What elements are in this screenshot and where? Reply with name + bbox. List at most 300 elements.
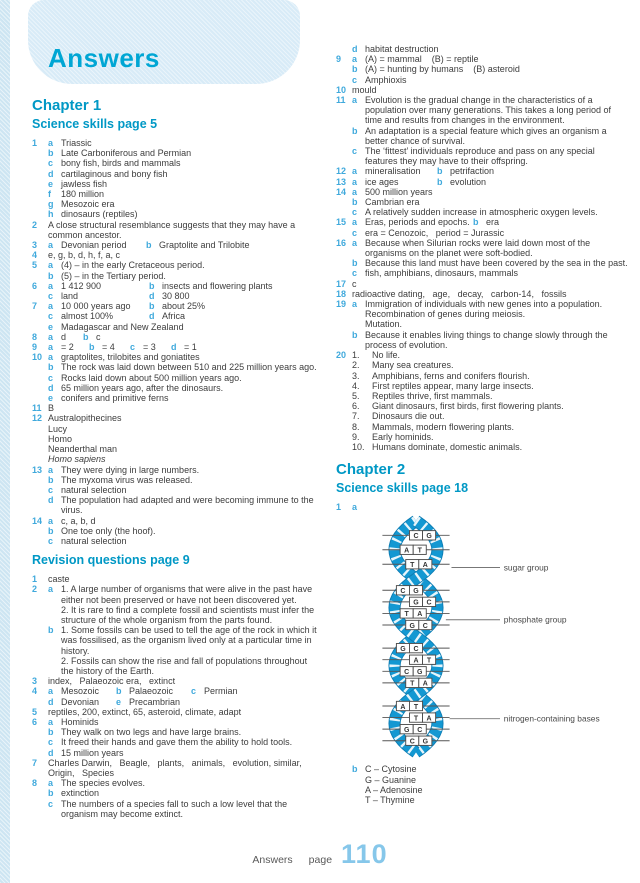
answer-text: No life. xyxy=(372,350,401,361)
answer-letter: d xyxy=(171,342,177,353)
answer-text: A close structural resemblance suggests that they may have a common ancestor. xyxy=(48,219,298,240)
answer-text: Permian xyxy=(204,686,238,697)
dna-helix-diagram xyxy=(360,515,640,760)
answer-letter: a xyxy=(48,464,54,475)
answer-text: ice ages xyxy=(365,176,399,187)
question-number: 16 xyxy=(336,237,347,248)
answer-text: e, g, b, d, h, f, a, c xyxy=(48,250,121,261)
answer-text: index, Palaeozoic era, extinct xyxy=(48,676,176,687)
svg-text:G: G xyxy=(409,623,415,631)
answer-row xyxy=(32,189,321,199)
svg-text:T: T xyxy=(426,657,432,665)
answer-row xyxy=(32,362,321,372)
answer-row xyxy=(336,432,629,442)
question-number: 7 xyxy=(32,757,38,768)
answer-letter: b xyxy=(83,331,89,342)
answer-letter: b xyxy=(352,258,358,269)
answer-letter: e xyxy=(48,178,54,189)
answer-letter: a xyxy=(48,240,54,251)
answer-row xyxy=(32,536,321,546)
answer-row xyxy=(336,44,629,54)
answer-row xyxy=(32,516,321,526)
question-number: 14 xyxy=(32,515,43,526)
svg-text:C: C xyxy=(413,646,419,654)
answer-letter: d xyxy=(352,44,358,54)
answer-text: land xyxy=(61,291,79,302)
answer-text: Because this land must have been covered by the sea in the past. xyxy=(365,258,628,269)
answer-letter: e xyxy=(48,321,54,332)
answer-text: The ‘fittest’ individuals reproduce and pass on any special features they may have to their offspring. xyxy=(365,146,598,167)
answer-row xyxy=(32,686,321,696)
answer-row xyxy=(32,301,321,311)
answer-row xyxy=(32,199,321,209)
right-column xyxy=(336,44,629,805)
answer-row xyxy=(336,442,629,452)
answer-row xyxy=(336,177,629,187)
answer-text: Africa xyxy=(162,311,186,322)
answer-text: Devonian period xyxy=(61,240,127,251)
answer-row xyxy=(336,795,629,805)
answer-text: c xyxy=(352,278,357,289)
question-number: 11 xyxy=(32,403,42,414)
footer-page-number: 110 xyxy=(341,839,388,869)
answer-text: 65 million years ago, after the dinosaurs. xyxy=(61,382,224,393)
answer-row xyxy=(32,271,321,281)
question-number: 3 xyxy=(32,240,38,251)
answer-text: c, a, b, d xyxy=(61,515,96,526)
answer-letter: a xyxy=(48,352,54,363)
answer-text: = 2 xyxy=(61,342,74,353)
list-ordinal: 9. xyxy=(352,431,360,442)
answer-row xyxy=(32,605,321,625)
answer-text: reptiles, 200, extinct, 65, asteroid, climate, adapt xyxy=(48,706,242,717)
answer-row xyxy=(336,126,629,146)
left-column xyxy=(32,88,321,819)
answer-letter: g xyxy=(48,199,54,210)
question-number: 6 xyxy=(32,716,38,727)
question-number: 8 xyxy=(32,778,38,789)
answer-text: Triassic xyxy=(61,138,92,148)
question-number: 7 xyxy=(32,301,38,312)
answer-text: Evolution is the gradual change in the characteristics of a population over many generations. This takes a long period of time and results from changes in the environment. xyxy=(365,95,614,126)
answer-text: about 25% xyxy=(162,301,206,312)
answer-letter: a xyxy=(352,166,358,177)
answer-text: (5) – in the Tertiary period. xyxy=(61,270,166,281)
answer-text: Neanderthal man xyxy=(48,444,118,455)
answer-letter: f xyxy=(48,189,51,200)
answer-text: Immigration of individuals with new genes into a population. xyxy=(365,299,603,310)
svg-text:G: G xyxy=(417,669,423,677)
answer-row xyxy=(32,495,321,515)
section-heading: Science skills page 18 xyxy=(336,481,469,496)
answer-letter: c xyxy=(352,227,358,238)
answer-row xyxy=(32,737,321,747)
answer-row xyxy=(336,85,629,95)
question-number: 11 xyxy=(336,95,346,106)
answer-text: radioactive dating, age, decay, carbon-14, fossils xyxy=(352,288,567,299)
answer-letter: c xyxy=(352,268,358,279)
page-footer xyxy=(0,841,640,868)
answer-text: Hominids xyxy=(61,716,99,727)
answer-row xyxy=(32,281,321,291)
answer-letter: b xyxy=(437,176,443,187)
question-number: 17 xyxy=(336,278,347,289)
list-ordinal: 6. xyxy=(352,401,360,412)
answer-letter: b xyxy=(437,166,443,177)
svg-text:A: A xyxy=(400,704,406,712)
answer-letter: b xyxy=(149,280,155,291)
answer-text: dinosaurs (reptiles) xyxy=(61,209,138,220)
answer-text: The rock was laid down between 510 and 225 million years ago. xyxy=(61,362,317,373)
answer-text: First reptiles appear, many large insects. xyxy=(372,380,534,391)
svg-text:T: T xyxy=(404,611,409,619)
footer-answers-label: Answers xyxy=(252,854,293,866)
answer-text: caste xyxy=(48,574,70,585)
answer-text: conifers and primitive ferns xyxy=(61,393,169,404)
answer-text: natural selection xyxy=(61,535,127,546)
answer-letter: b xyxy=(146,240,152,251)
answer-text: mould xyxy=(352,84,377,95)
answer-row xyxy=(336,217,629,227)
svg-text:sugar group: sugar group xyxy=(503,562,549,573)
answer-text: almost 100% xyxy=(61,311,114,322)
answer-text: graptolites, trilobites and goniatites xyxy=(61,352,200,363)
answer-text: evolution xyxy=(450,176,487,187)
answer-letter: b xyxy=(48,474,54,485)
answer-letter: c xyxy=(352,207,358,218)
svg-text:A: A xyxy=(413,657,419,665)
answer-text: Lucy xyxy=(48,423,68,434)
answer-letter: d xyxy=(48,168,54,179)
answer-text: Mutation. xyxy=(365,319,403,330)
answer-row xyxy=(32,465,321,475)
question-number: 1 xyxy=(336,502,342,513)
answer-letter: c xyxy=(352,146,358,157)
answer-text: = 4 xyxy=(102,342,115,353)
svg-text:T: T xyxy=(417,547,422,555)
answer-text: 15 million years xyxy=(61,747,124,758)
answer-text: Amphioxis xyxy=(365,74,407,85)
answer-row xyxy=(32,526,321,536)
answer-row xyxy=(336,228,629,238)
list-ordinal: 1. xyxy=(352,350,360,361)
chapter-heading: Chapter 2 xyxy=(336,461,406,479)
answer-letter: d xyxy=(149,311,155,322)
answer-row xyxy=(336,54,629,64)
answer-text: Graptolite and Trilobite xyxy=(159,240,250,251)
svg-text:nitrogen-containing bases: nitrogen-containing bases xyxy=(503,713,600,724)
answer-letter: a xyxy=(48,331,54,342)
answer-letter: b xyxy=(116,686,122,697)
answer-text: 1. A large number of organisms that were alive in the past have either not been preserved or have not been discovered yet. xyxy=(61,584,315,605)
answer-row xyxy=(336,64,629,74)
answer-letter: b xyxy=(473,217,479,228)
answer-letter: c xyxy=(191,686,197,697)
answer-letter: b xyxy=(48,625,54,636)
answer-text: The species evolves. xyxy=(61,778,146,789)
answer-text: Precambrian xyxy=(129,696,181,707)
svg-text:C: C xyxy=(400,588,406,596)
answer-text: Giant dinosaurs, first birds, first flowering plants. xyxy=(372,401,564,412)
answer-text: Palaeozoic xyxy=(129,686,174,697)
diagram-label xyxy=(451,563,548,573)
answer-text: B xyxy=(48,403,55,414)
question-number: 5 xyxy=(32,260,38,271)
page-edge-strip xyxy=(0,0,10,883)
answer-text: 180 million xyxy=(61,189,105,200)
answer-row xyxy=(336,764,629,774)
svg-text:T: T xyxy=(410,562,415,570)
answer-row xyxy=(336,502,629,512)
section-heading: Revision questions page 9 xyxy=(32,553,190,568)
answer-row xyxy=(336,75,629,85)
answer-text: A relatively sudden increase in atmospheric oxygen levels. xyxy=(365,207,598,218)
question-number: 2 xyxy=(32,219,38,230)
answer-row xyxy=(336,197,629,207)
answer-text: They were dying in large numbers. xyxy=(61,464,200,475)
answer-text: G – Guanine xyxy=(365,774,417,785)
answer-text-italic: Homo sapiens xyxy=(48,454,106,465)
answer-letter: a xyxy=(48,515,54,526)
answer-row xyxy=(336,187,629,197)
answer-letter: c xyxy=(48,311,54,322)
answer-letter: d xyxy=(149,291,155,302)
answer-letter: d xyxy=(48,382,54,393)
answer-letter: a xyxy=(48,280,54,291)
answer-row xyxy=(336,391,629,401)
question-number: 1 xyxy=(32,138,38,148)
svg-text:G: G xyxy=(413,588,419,596)
answer-letter: b xyxy=(352,125,358,136)
answer-row xyxy=(32,322,321,332)
answer-text: Early hominids. xyxy=(372,431,434,442)
answer-row xyxy=(32,148,321,158)
answer-letter: b xyxy=(352,197,358,208)
question-number: 2 xyxy=(32,584,38,595)
question-number: 10 xyxy=(336,84,347,95)
answer-letter: c xyxy=(48,484,54,495)
answer-row xyxy=(32,475,321,485)
answer-letter: a xyxy=(48,686,54,697)
list-ordinal: 4. xyxy=(352,380,360,391)
answer-letter: b xyxy=(48,727,54,738)
answer-text: Reptiles thrive, first mammals. xyxy=(372,390,493,401)
answer-letter: c xyxy=(48,291,54,302)
answer-text: T – Thymine xyxy=(365,794,415,805)
answer-letter: e xyxy=(116,696,122,707)
answer-text: 10 000 years ago xyxy=(61,301,131,312)
answer-row xyxy=(336,422,629,432)
answer-text: 1 412 900 xyxy=(61,280,102,291)
question-number: 15 xyxy=(336,217,347,228)
answer-text: The numbers of a species fall to such a low level that the organism may become extinct. xyxy=(61,798,290,819)
answer-letter: c xyxy=(130,342,136,353)
answer-row xyxy=(32,707,321,717)
answer-text: c xyxy=(96,331,101,342)
svg-text:G: G xyxy=(422,738,429,746)
answer-letter: a xyxy=(352,176,358,187)
answer-text: Dinosaurs die out. xyxy=(372,411,445,422)
answer-row xyxy=(32,342,321,352)
svg-text:phosphate group: phosphate group xyxy=(503,614,567,625)
answer-row xyxy=(32,574,321,584)
svg-text:G: G xyxy=(426,533,432,541)
answer-row xyxy=(336,330,629,350)
answer-letter: b xyxy=(352,764,358,775)
svg-text:C: C xyxy=(417,727,423,735)
list-ordinal: 8. xyxy=(352,421,360,432)
svg-text:T: T xyxy=(413,704,419,712)
answer-text: = 1 xyxy=(184,342,197,353)
answer-text: bony fish, birds and mammals xyxy=(61,158,181,169)
answer-text: Charles Darwin, Beagle, plants, animals, evolution, similar, Origin, Species xyxy=(48,757,310,778)
answer-row xyxy=(32,260,321,270)
answer-text: jawless fish xyxy=(61,178,108,189)
answer-row xyxy=(32,584,321,604)
svg-text:C: C xyxy=(422,623,428,631)
answer-row xyxy=(32,758,321,778)
answer-row xyxy=(32,625,321,656)
answer-letter: a xyxy=(352,186,358,197)
list-ordinal: 5. xyxy=(352,390,360,401)
list-ordinal: 7. xyxy=(352,411,360,422)
answer-text: Late Carboniferous and Permian xyxy=(61,148,192,159)
answer-row xyxy=(336,319,629,329)
answer-row xyxy=(336,166,629,176)
answer-letter: c xyxy=(48,372,54,383)
list-ordinal: 10. xyxy=(352,441,365,452)
answer-row xyxy=(336,279,629,289)
answer-text: Madagascar and New Zealand xyxy=(61,321,184,332)
question-number: 18 xyxy=(336,288,347,299)
answer-letter: b xyxy=(48,788,54,799)
svg-text:C: C xyxy=(426,599,432,607)
answer-row xyxy=(336,381,629,391)
answer-text: (A) = hunting by humans (B) asteroid xyxy=(365,64,520,75)
answer-letter: a xyxy=(48,778,54,789)
answer-row xyxy=(336,268,629,278)
question-number: 4 xyxy=(32,250,38,261)
answer-letter: b xyxy=(48,270,54,281)
answer-letter: e xyxy=(48,393,54,404)
answer-letter: a xyxy=(352,299,358,310)
answer-row xyxy=(336,775,629,785)
answer-row xyxy=(32,138,321,148)
chapter-heading: Chapter 1 xyxy=(32,97,102,114)
question-number: 9 xyxy=(336,54,342,65)
answer-row xyxy=(336,146,629,166)
question-number: 20 xyxy=(336,350,347,361)
answer-row xyxy=(336,299,629,309)
answer-text: The population had adapted and were becoming immune to the virus. xyxy=(61,495,317,516)
answer-row xyxy=(336,238,629,258)
answer-text: (4) – in the early Cretaceous period. xyxy=(61,260,205,271)
answer-row xyxy=(32,799,321,819)
answer-row xyxy=(32,169,321,179)
answer-text: Eras, periods and epochs. xyxy=(365,217,470,228)
answer-row xyxy=(336,360,629,370)
answer-row xyxy=(32,158,321,168)
answer-text: era = Cenozoic, period = Jurassic xyxy=(365,227,505,238)
question-number: 3 xyxy=(32,676,38,687)
answer-letter: a xyxy=(352,95,358,106)
answer-row xyxy=(32,311,321,321)
header-banner xyxy=(28,0,300,84)
answer-letter: c xyxy=(352,74,358,85)
answer-letter: d xyxy=(48,747,54,758)
answer-letter: a xyxy=(48,584,54,595)
answer-row xyxy=(32,444,321,454)
answer-letter: c xyxy=(48,737,54,748)
answer-letter: b xyxy=(89,342,95,353)
question-number: 8 xyxy=(32,331,38,342)
answer-text: Mesozoic xyxy=(61,686,100,697)
list-ordinal: 2. xyxy=(352,360,360,371)
answer-letter: a xyxy=(352,502,358,513)
answer-letter: c xyxy=(48,798,54,809)
answer-row xyxy=(336,401,629,411)
answer-row xyxy=(32,727,321,737)
answer-text: Devonian xyxy=(61,696,100,707)
answer-row xyxy=(32,434,321,444)
answer-row xyxy=(32,676,321,686)
answer-row xyxy=(336,258,629,268)
answer-row xyxy=(32,656,321,676)
svg-text:C: C xyxy=(409,738,415,746)
answer-row xyxy=(32,788,321,798)
question-number: 19 xyxy=(336,299,347,310)
svg-text:C: C xyxy=(413,533,419,541)
answer-text: C – Cytosine xyxy=(365,764,417,775)
answer-text: One toe only (the hoof). xyxy=(61,525,156,536)
answer-text: Australopithecines xyxy=(48,413,122,424)
svg-text:A: A xyxy=(422,680,428,688)
answer-text: Mesozoic era xyxy=(61,199,115,210)
svg-text:T: T xyxy=(410,680,415,688)
section-heading: Science skills page 5 xyxy=(32,117,158,131)
answer-row xyxy=(32,209,321,219)
svg-text:A: A xyxy=(426,715,432,723)
answer-row xyxy=(32,393,321,403)
svg-text:C: C xyxy=(404,669,410,677)
answer-row xyxy=(32,240,321,250)
answer-text: (A) = mammal (B) = reptile xyxy=(365,54,479,65)
svg-text:A: A xyxy=(404,547,410,555)
answer-letter: c xyxy=(48,535,54,546)
answer-letter: b xyxy=(149,301,155,312)
answer-row xyxy=(336,371,629,381)
answer-row xyxy=(32,697,321,707)
answer-letter: b xyxy=(352,64,358,75)
answer-row xyxy=(336,411,629,421)
answer-letter: d xyxy=(48,696,54,707)
footer-page-word: page xyxy=(308,854,333,866)
answer-letter: a xyxy=(48,138,54,148)
answer-text: Because it enables living things to change slowly through the process of evolution. xyxy=(365,329,611,350)
answer-row xyxy=(32,717,321,727)
answer-text: habitat destruction xyxy=(365,44,439,54)
answer-text: insects and flowering plants xyxy=(162,280,273,291)
svg-text:G: G xyxy=(400,646,406,654)
answer-row xyxy=(32,179,321,189)
answer-text: Because when Silurian rocks were laid down most of the organisms on the planet were soft-bodied. xyxy=(365,237,593,259)
answer-letter: d xyxy=(48,495,54,506)
question-number: 12 xyxy=(32,413,43,424)
diagram-label xyxy=(446,615,567,625)
svg-text:A: A xyxy=(417,611,423,619)
answer-text: extinction xyxy=(61,788,100,799)
answer-row xyxy=(32,778,321,788)
